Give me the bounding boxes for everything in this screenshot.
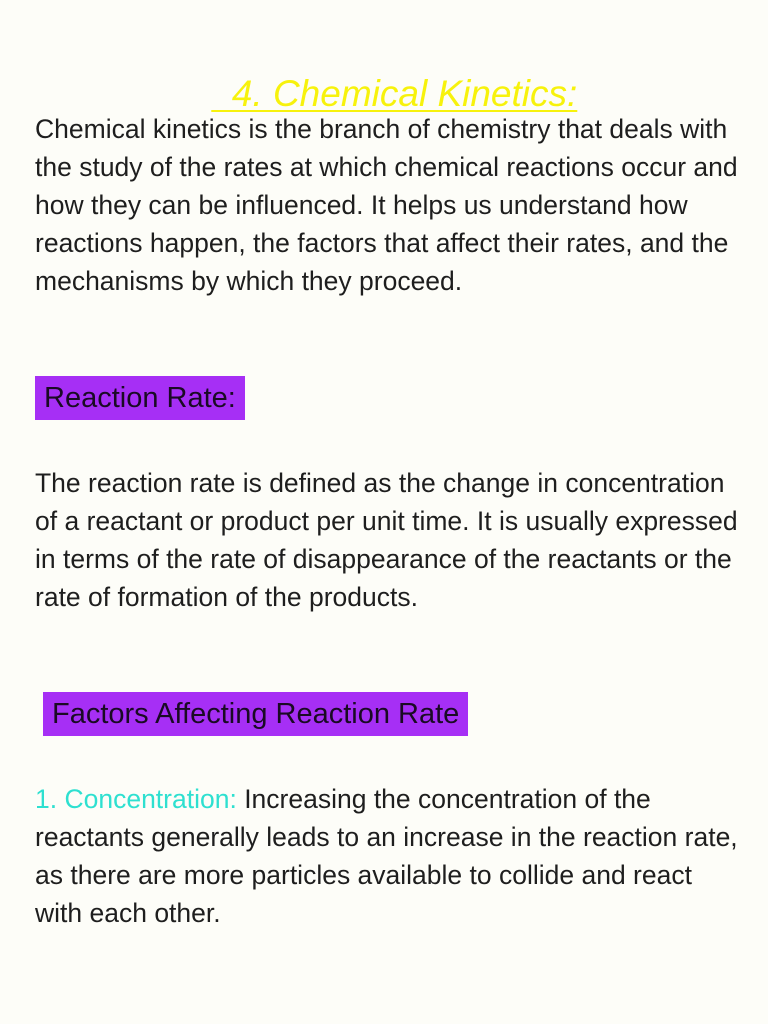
page-title [0, 22, 768, 118]
section-heading-reaction-rate: Reaction Rate: [35, 376, 245, 420]
section-heading-factors: Factors Affecting Reaction Rate [43, 692, 468, 736]
page-title-text: 4. Chemical Kinetics: [211, 73, 578, 114]
factor-text-concentration: Increasing the concentration of the reactants generally leads to an increase in the reaction rate, as there are more particles available to collide and react with each other. [35, 784, 738, 928]
factor-item-concentration [35, 780, 740, 932]
factor-label-concentration: 1. Concentration: [35, 784, 237, 814]
intro-paragraph: Chemical kinetics is the branch of chemistry that deals with the study of the rates at which chemical reactions occur and how they can be influenced. It helps us understand how reactions happen, the factors that affect their rates, and the mechanisms by which they proceed. [35, 114, 738, 296]
reaction-rate-paragraph: The reaction rate is defined as the change in concentration of a reactant or product per unit time. It is usually expressed in terms of the rate of disappearance of the reactants or the rate of formation of the products. [35, 468, 738, 612]
